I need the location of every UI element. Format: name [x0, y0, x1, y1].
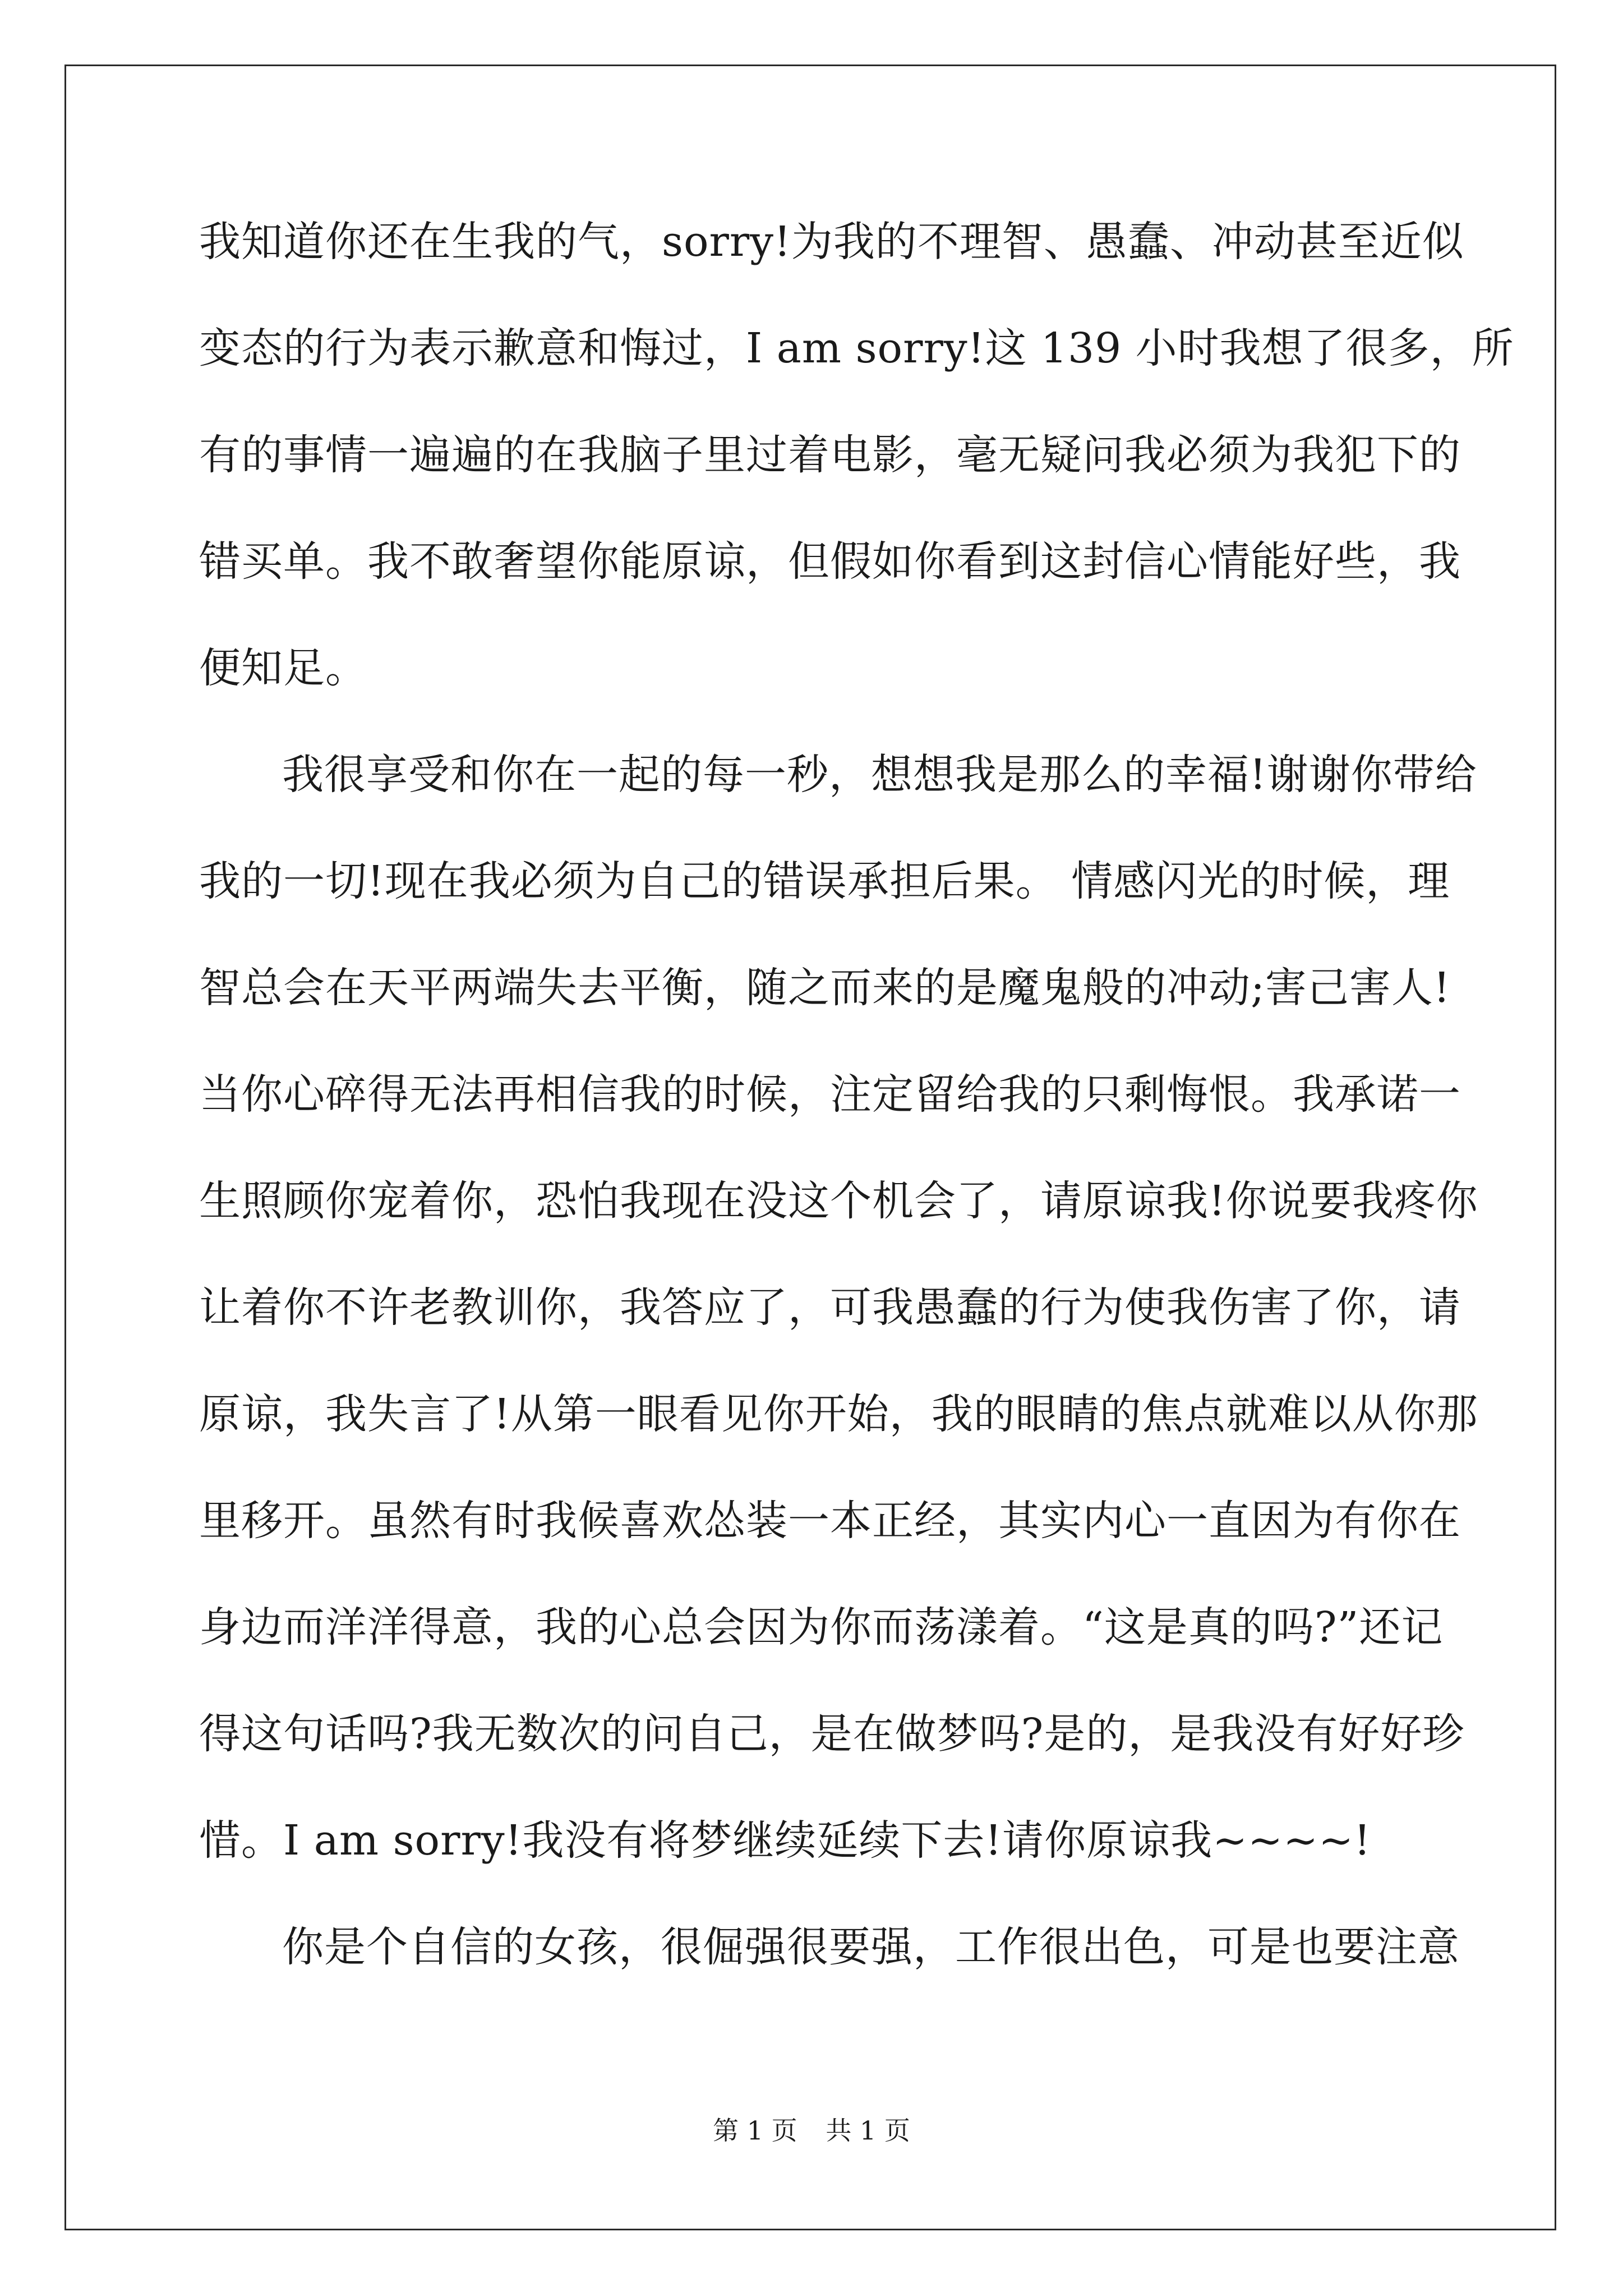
text-line: 智总会在天平两端失去平衡，随之而来的是魔鬼般的冲动;害己害人! [199, 964, 1451, 1012]
paragraph-3 [199, 1916, 1460, 2023]
text-line: 身边而洋洋得意，我的心总会因为你而荡漾着。“这是真的吗?”还记 [199, 1603, 1444, 1651]
text-line: 我很享受和你在一起的每一秒，想想我是那么的幸福!谢谢你带给 [282, 751, 1477, 799]
document-body [199, 211, 1514, 2023]
text-line: 变态的行为表示歉意和悔过，I am sorry!这 139 小时我想了很多，所 [199, 324, 1514, 372]
text-line: 惜。I am sorry!我没有将梦继续延续下去!请你原谅我~~~~! [199, 1816, 1371, 1865]
text-line: 便知足。 [199, 644, 367, 692]
text-line: 让着你不许老教训你，我答应了，可我愚蠢的行为使我伤害了你，请 [199, 1283, 1461, 1332]
paragraph-2 [199, 744, 1478, 1916]
text-line: 生照顾你宠着你，恐怕我现在没这个机会了，请原谅我!你说要我疼你 [199, 1177, 1478, 1225]
text-line: 你是个自信的女孩，很倔强很要强，工作很出色，可是也要注意 [282, 1923, 1460, 1971]
paragraph-1 [199, 211, 1514, 744]
text-line: 原谅，我失言了!从第一眼看见你开始，我的眼睛的焦点就难以从你那 [199, 1390, 1478, 1438]
page-number: 第 1 页 [713, 2115, 797, 2146]
text-line: 错买单。我不敢奢望你能原谅，但假如你看到这封信心情能好些，我 [199, 537, 1461, 586]
text-line: 里移开。虽然有时我候喜欢怂装一本正经，其实内心一直因为有你在 [199, 1497, 1461, 1545]
text-line: 有的事情一遍遍的在我脑子里过着电影，毫无疑问我必须为我犯下的 [199, 431, 1461, 479]
text-line: 我知道你还在生我的气，sorry!为我的不理智、愚蠢、冲动甚至近似 [199, 218, 1464, 266]
text-line: 我的一切!现在我必须为自己的错误承担后果。 情感闪光的时候，理 [199, 857, 1450, 905]
page-footer [0, 2114, 1623, 2147]
total-pages: 共 1 页 [826, 2115, 910, 2146]
text-line: 得这句话吗?我无数次的问自己，是在做梦吗?是的，是我没有好好珍 [199, 1710, 1465, 1758]
text-line: 当你心碎得无法再相信我的时候，注定留给我的只剩悔恨。我承诺一 [199, 1070, 1461, 1119]
